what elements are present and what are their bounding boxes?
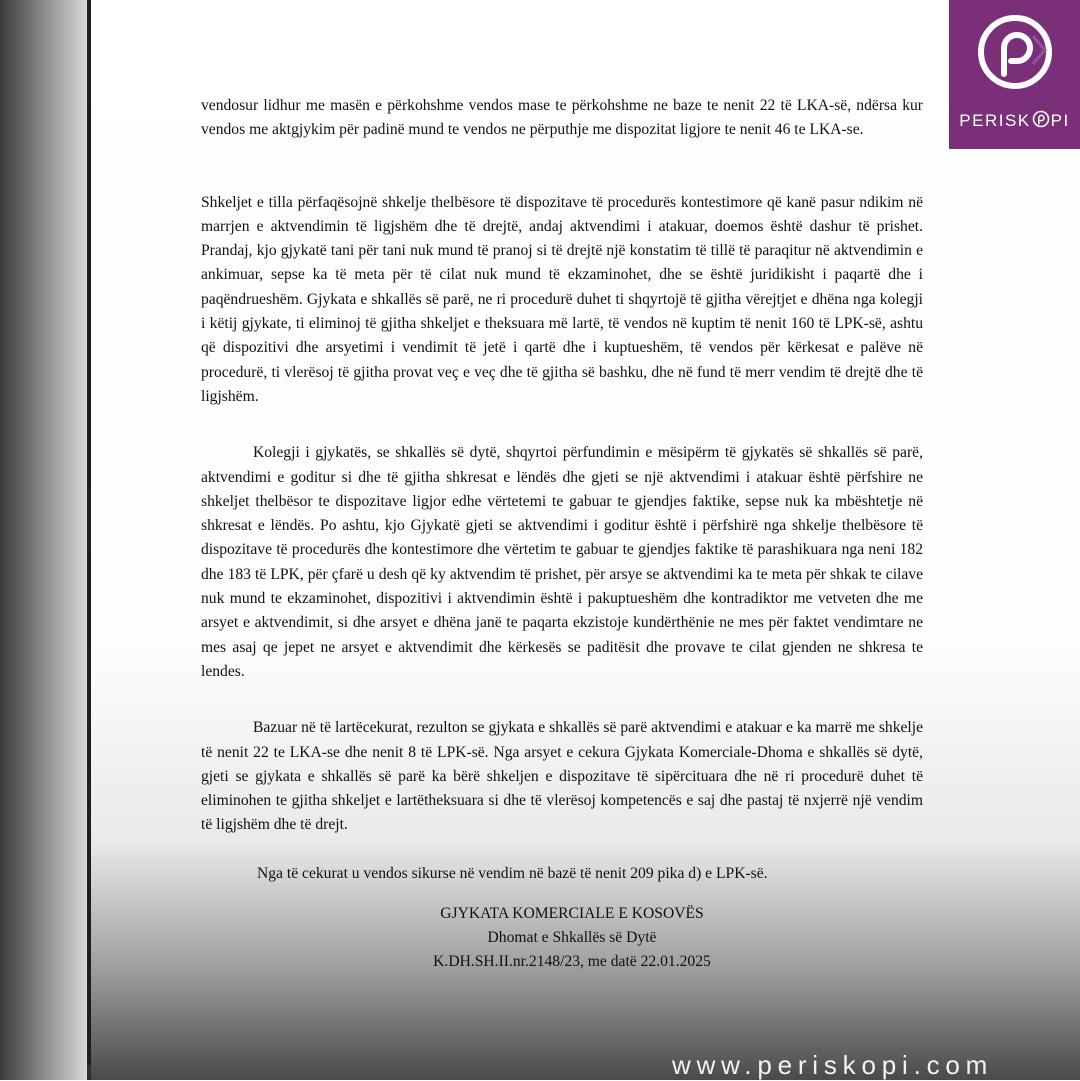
periskopi-p-logo-icon: [975, 12, 1055, 92]
paragraph-decision: Nga të cekurat u vendos sikurse në vendim në bazë të nenit 209 pika d) e LPK-së.: [257, 864, 768, 882]
brand-name: [949, 110, 1080, 131]
left-shadow-band: [0, 0, 87, 1080]
website-url: www.periskopi.com: [672, 1050, 994, 1080]
document-body: [201, 94, 923, 974]
page-left-edge: [87, 0, 91, 1065]
chamber-name: Dhomat e Shkallës së Dytë: [487, 929, 657, 947]
paragraph-violations: Shkeljet e tilla përfaqësojnë shkelje thelbësore të dispozitave të procedurës kontestimore që kanë pasur ndikim në marrjen e aktvendimin të ligjshëm dhe të drejtë, andaj aktvendimi i atakuar, doemos është dashur të prishet. Prandaj, kjo gjykatë tani për tani nuk mund të pranoj si të drejtë një konstatim të tillë të paraqitur në aktvendimin e ankimuar, sepse ka të meta për të cilat nuk mund të ekzaminohet, dhe se është juridikisht i paqartë dhe i paqëndrueshëm. Gjykata e shkallës së parë, ne ri procedurë duhet ti shqyrtojë të gjitha vërejtjet e dhëna nga kolegji i këtij gjykate, ti eliminoj të gjitha shkeljet e theksuara më lartë, të vendos në kuptim të nenit 160 të LPK-së, ashtu që dispozitivi dhe arsyetimi i vendimit të jetë i qartë dhe i kuptueshëm, të vendos për kërkesat e palëve në procedurë, ti vlerësoj të gjitha provat veç e veç dhe të gjitha së bashku, dhe në fund të merr vendim të drejtë dhe të ligjshëm.: [201, 193, 923, 405]
paragraph-conclusion: Bazuar në të lartëcekurat, rezulton se gjykata e shkallës së parë aktvendimi e atakuar e ka marrë me shkelje të nenit 22 te LKA-se dhe nenit 8 të LPK-së. Nga arsyet e cekura Gjykata Komerciale-Dhoma e shkallës së dytë, gjeti se gjykata e shkallës së parë ka bërë shkeljen e dispozitave të sipërcituara dhe në ri procedurë duhet të eliminohen te gjitha shkeljet e lartëtheksuara si dhe të vlerësoj kompetencës e saj dhe pastaj të nxjerrë një vendim të ligjshëm dhe të drejt.: [201, 719, 923, 834]
signature-block: [201, 902, 923, 974]
brand-o-icon: [1032, 110, 1050, 128]
court-name: GJYKATA KOMERCIALE E KOSOVËS: [440, 905, 704, 923]
periskopi-logo: [949, 0, 1080, 149]
brand-name-left: PERISK: [959, 111, 1031, 130]
brand-name-right: PI: [1050, 111, 1070, 130]
paragraph-continuation: vendosur lidhur me masën e përkohshme vendos mase te përkohshme ne baze te nenit 22 të LKA-së, ndërsa kur vendos me aktgjykim për padinë mund te vendos ne përputhje me dispozitat ligjore te nenit 46 te LKA-se.: [201, 97, 923, 139]
paragraph-panel-review: Kolegji i gjykatës, se shkallës së dytë, shqyrtoi përfundimin e mësipërm të gjykatës së shkallës së parë, aktvendimi e goditur si dhe të gjitha shkresat e lëndës dhe gjeti se një aktvendimi i atakuar është përfshire ne shkeljet thelbësor te dispozitave ligjor edhe vërtetemi te gabuar te gjendjes faktike, sepse nuk ka mbështetje në shkresat e lëndës. Po ashtu, kjo Gjykatë gjeti se aktvendimi i goditur është i përfshirë nga shkelje thelbësore të dispozitave të procedurës dhe kontestimore dhe vërtetim te gabuar te gjendjes faktike të parashikuara nga neni 182 dhe 183 të LPK, për çfarë u desh që ky aktvendim të prishet, për arsye se aktvendimi ka te meta për shkak te cilave nuk mund te ekzaminohet, dispozitivi i aktvendimin është i pakuptueshëm dhe kontradiktor me vetveten dhe me arsyet e aktvendimit, si dhe arsyet e dhëna janë te paqarta ekzistoje kundërthënie ne mes për faktet vendimtare ne mes asaj qe jepet ne arsyet e aktvendimit dhe kërkesës se paditësit dhe provave te cilat gjenden ne shkresa te lendes.: [201, 444, 923, 680]
case-reference: K.DH.SH.II.nr.2148/23, me datë 22.01.2025: [433, 953, 711, 971]
